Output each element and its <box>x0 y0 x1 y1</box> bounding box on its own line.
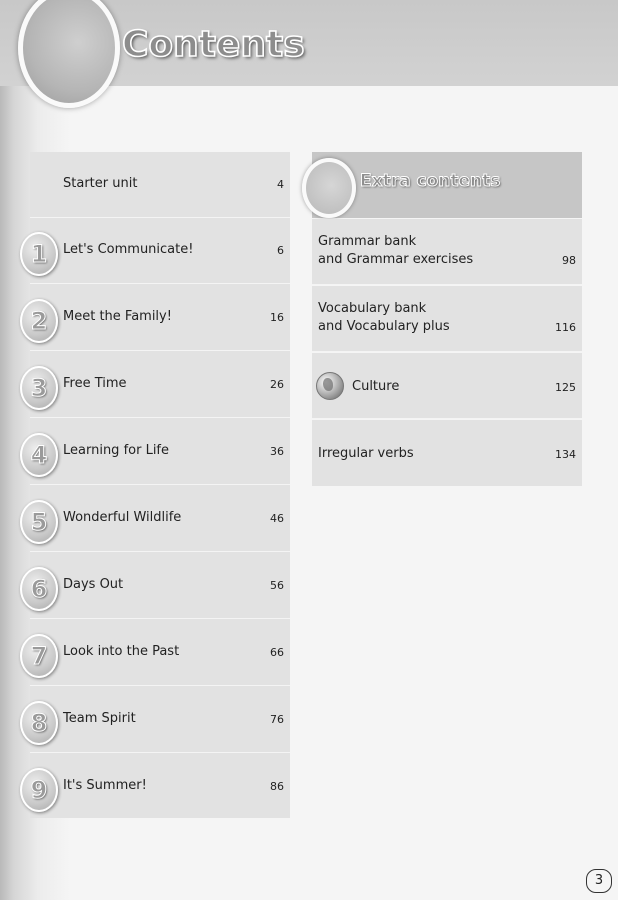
page-number: 3 <box>586 869 612 893</box>
extra-page: 125 <box>555 381 576 394</box>
extra-row-culture[interactable] <box>312 353 582 419</box>
extra-page: 116 <box>555 321 576 334</box>
contents-row-unit-7[interactable] <box>30 620 290 686</box>
extra-title: Irregular verbs <box>318 446 414 461</box>
contents-row-unit-5[interactable] <box>30 486 290 552</box>
extra-row-grammar[interactable] <box>312 219 582 285</box>
extra-title: Culture <box>352 379 400 394</box>
contents-row-unit-8[interactable] <box>30 687 290 753</box>
extra-row-irregular-verbs[interactable] <box>312 420 582 486</box>
contents-row-unit-4[interactable] <box>30 419 290 485</box>
unit-title: Meet the Family! <box>63 309 172 324</box>
unit-page: 76 <box>270 713 284 726</box>
contents-row-unit-6[interactable] <box>30 553 290 619</box>
extra-title-line2: and Vocabulary plus <box>318 319 450 334</box>
unit-title: Starter unit <box>63 176 138 191</box>
unit-page: 6 <box>277 244 284 257</box>
extra-circle-decoration <box>302 158 356 218</box>
extra-row-vocabulary[interactable] <box>312 286 582 352</box>
unit-title: Wonderful Wildlife <box>63 510 182 525</box>
unit-page: 66 <box>270 646 284 659</box>
extra-page: 98 <box>562 254 576 267</box>
unit-page: 26 <box>270 378 284 391</box>
unit-number-badge: 5 <box>20 500 58 544</box>
contents-row-unit-1[interactable] <box>30 218 290 284</box>
extra-title-line2: and Grammar exercises <box>318 252 474 267</box>
unit-title: Days Out <box>63 577 124 592</box>
unit-page: 16 <box>270 311 284 324</box>
unit-page: 46 <box>270 512 284 525</box>
unit-number-badge: 2 <box>20 299 58 343</box>
contents-row-unit-9[interactable] <box>30 754 290 820</box>
page-title: Contents <box>122 24 305 65</box>
unit-number-badge: 7 <box>20 634 58 678</box>
contents-row-unit-3[interactable] <box>30 352 290 418</box>
unit-page: 56 <box>270 579 284 592</box>
unit-number-badge: 3 <box>20 366 58 410</box>
unit-number-badge: 9 <box>20 768 58 812</box>
unit-title: Let's Communicate! <box>63 242 194 257</box>
unit-page: 36 <box>270 445 284 458</box>
unit-page: 4 <box>277 178 284 191</box>
unit-title: Free Time <box>63 376 127 391</box>
extra-contents-title: Extra contents <box>360 171 501 191</box>
extra-title-line1: Grammar bank <box>318 234 417 249</box>
unit-number-badge: 1 <box>20 232 58 276</box>
unit-number-badge: 6 <box>20 567 58 611</box>
contents-row-starter[interactable] <box>30 152 290 218</box>
extra-page: 134 <box>555 448 576 461</box>
unit-title: Look into the Past <box>63 644 180 659</box>
unit-page: 86 <box>270 780 284 793</box>
unit-title: It's Summer! <box>63 778 147 793</box>
unit-number-badge: 8 <box>20 701 58 745</box>
unit-title: Team Spirit <box>63 711 136 726</box>
unit-title: Learning for Life <box>63 443 170 458</box>
unit-number-badge: 4 <box>20 433 58 477</box>
globe-icon <box>316 372 344 400</box>
contents-row-unit-2[interactable] <box>30 285 290 351</box>
extra-title-line1: Vocabulary bank <box>318 301 427 316</box>
